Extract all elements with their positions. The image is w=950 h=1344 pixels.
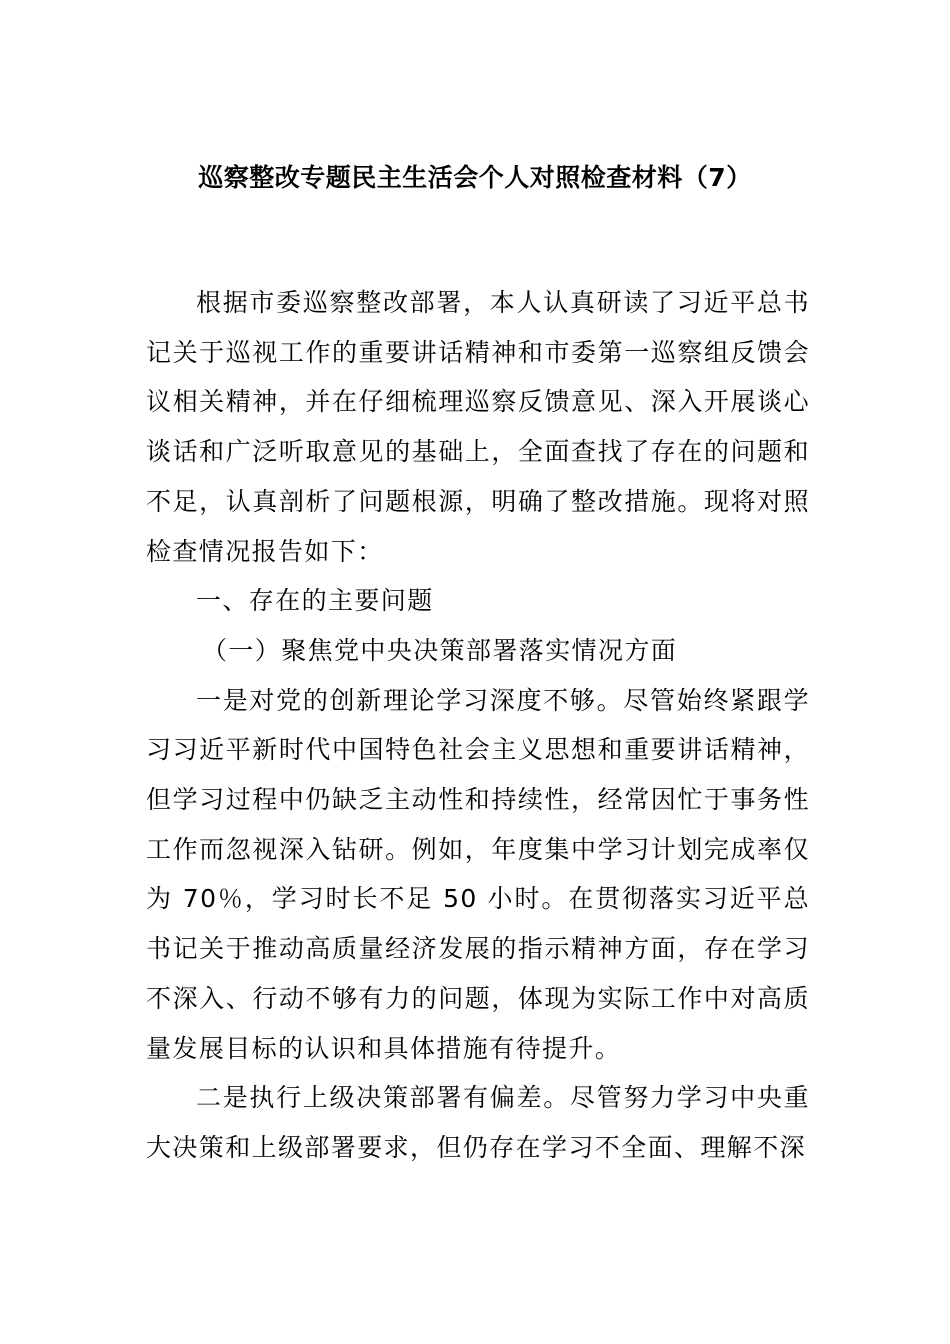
body-paragraph-1: 一是对党的创新理论学习深度不够。尽管始终紧跟学习习近平新时代中国特色社会主义思想和重要讲话精神，但学习过程中仍缺乏主动性和持续性，经常因忙于事务性工作而忽视深入钻研。例如，年度集中学习计划完成率仅为 70％，学习时长不足 50 小时。在贯彻落实习近平总书记关于推动高质量经济发展的指示精神方面，存在学习不深入、行动不够有力的问题，体现为实际工作中对高质量发展目标的认识和具体措施有待提升。 <box>146 685 810 1063</box>
body-paragraph-2: 二是执行上级决策部署有偏差。尽管努力学习中央重大决策和上级部署要求，但仍存在学习不全面、理解不深 <box>146 1083 810 1162</box>
intro-paragraph: 根据市委巡察整改部署，本人认真研读了习近平总书记关于巡视工作的重要讲话精神和市委第一巡察组反馈会议相关精神，并在仔细梳理巡察反馈意见、深入开展谈心谈话和广泛听取意见的基础上，全面查找了存在的问题和不足，认真剖析了问题根源，明确了整改措施。现将对照检查情况报告如下： <box>146 288 810 566</box>
section-heading: 一、存在的主要问题 <box>196 586 434 616</box>
document-body <box>146 278 810 1173</box>
subsection-heading: （一）聚焦党中央决策部署落实情况方面 <box>202 635 678 665</box>
document-title: 巡察整改专题民主生活会个人对照检查材料（7） <box>198 163 752 192</box>
